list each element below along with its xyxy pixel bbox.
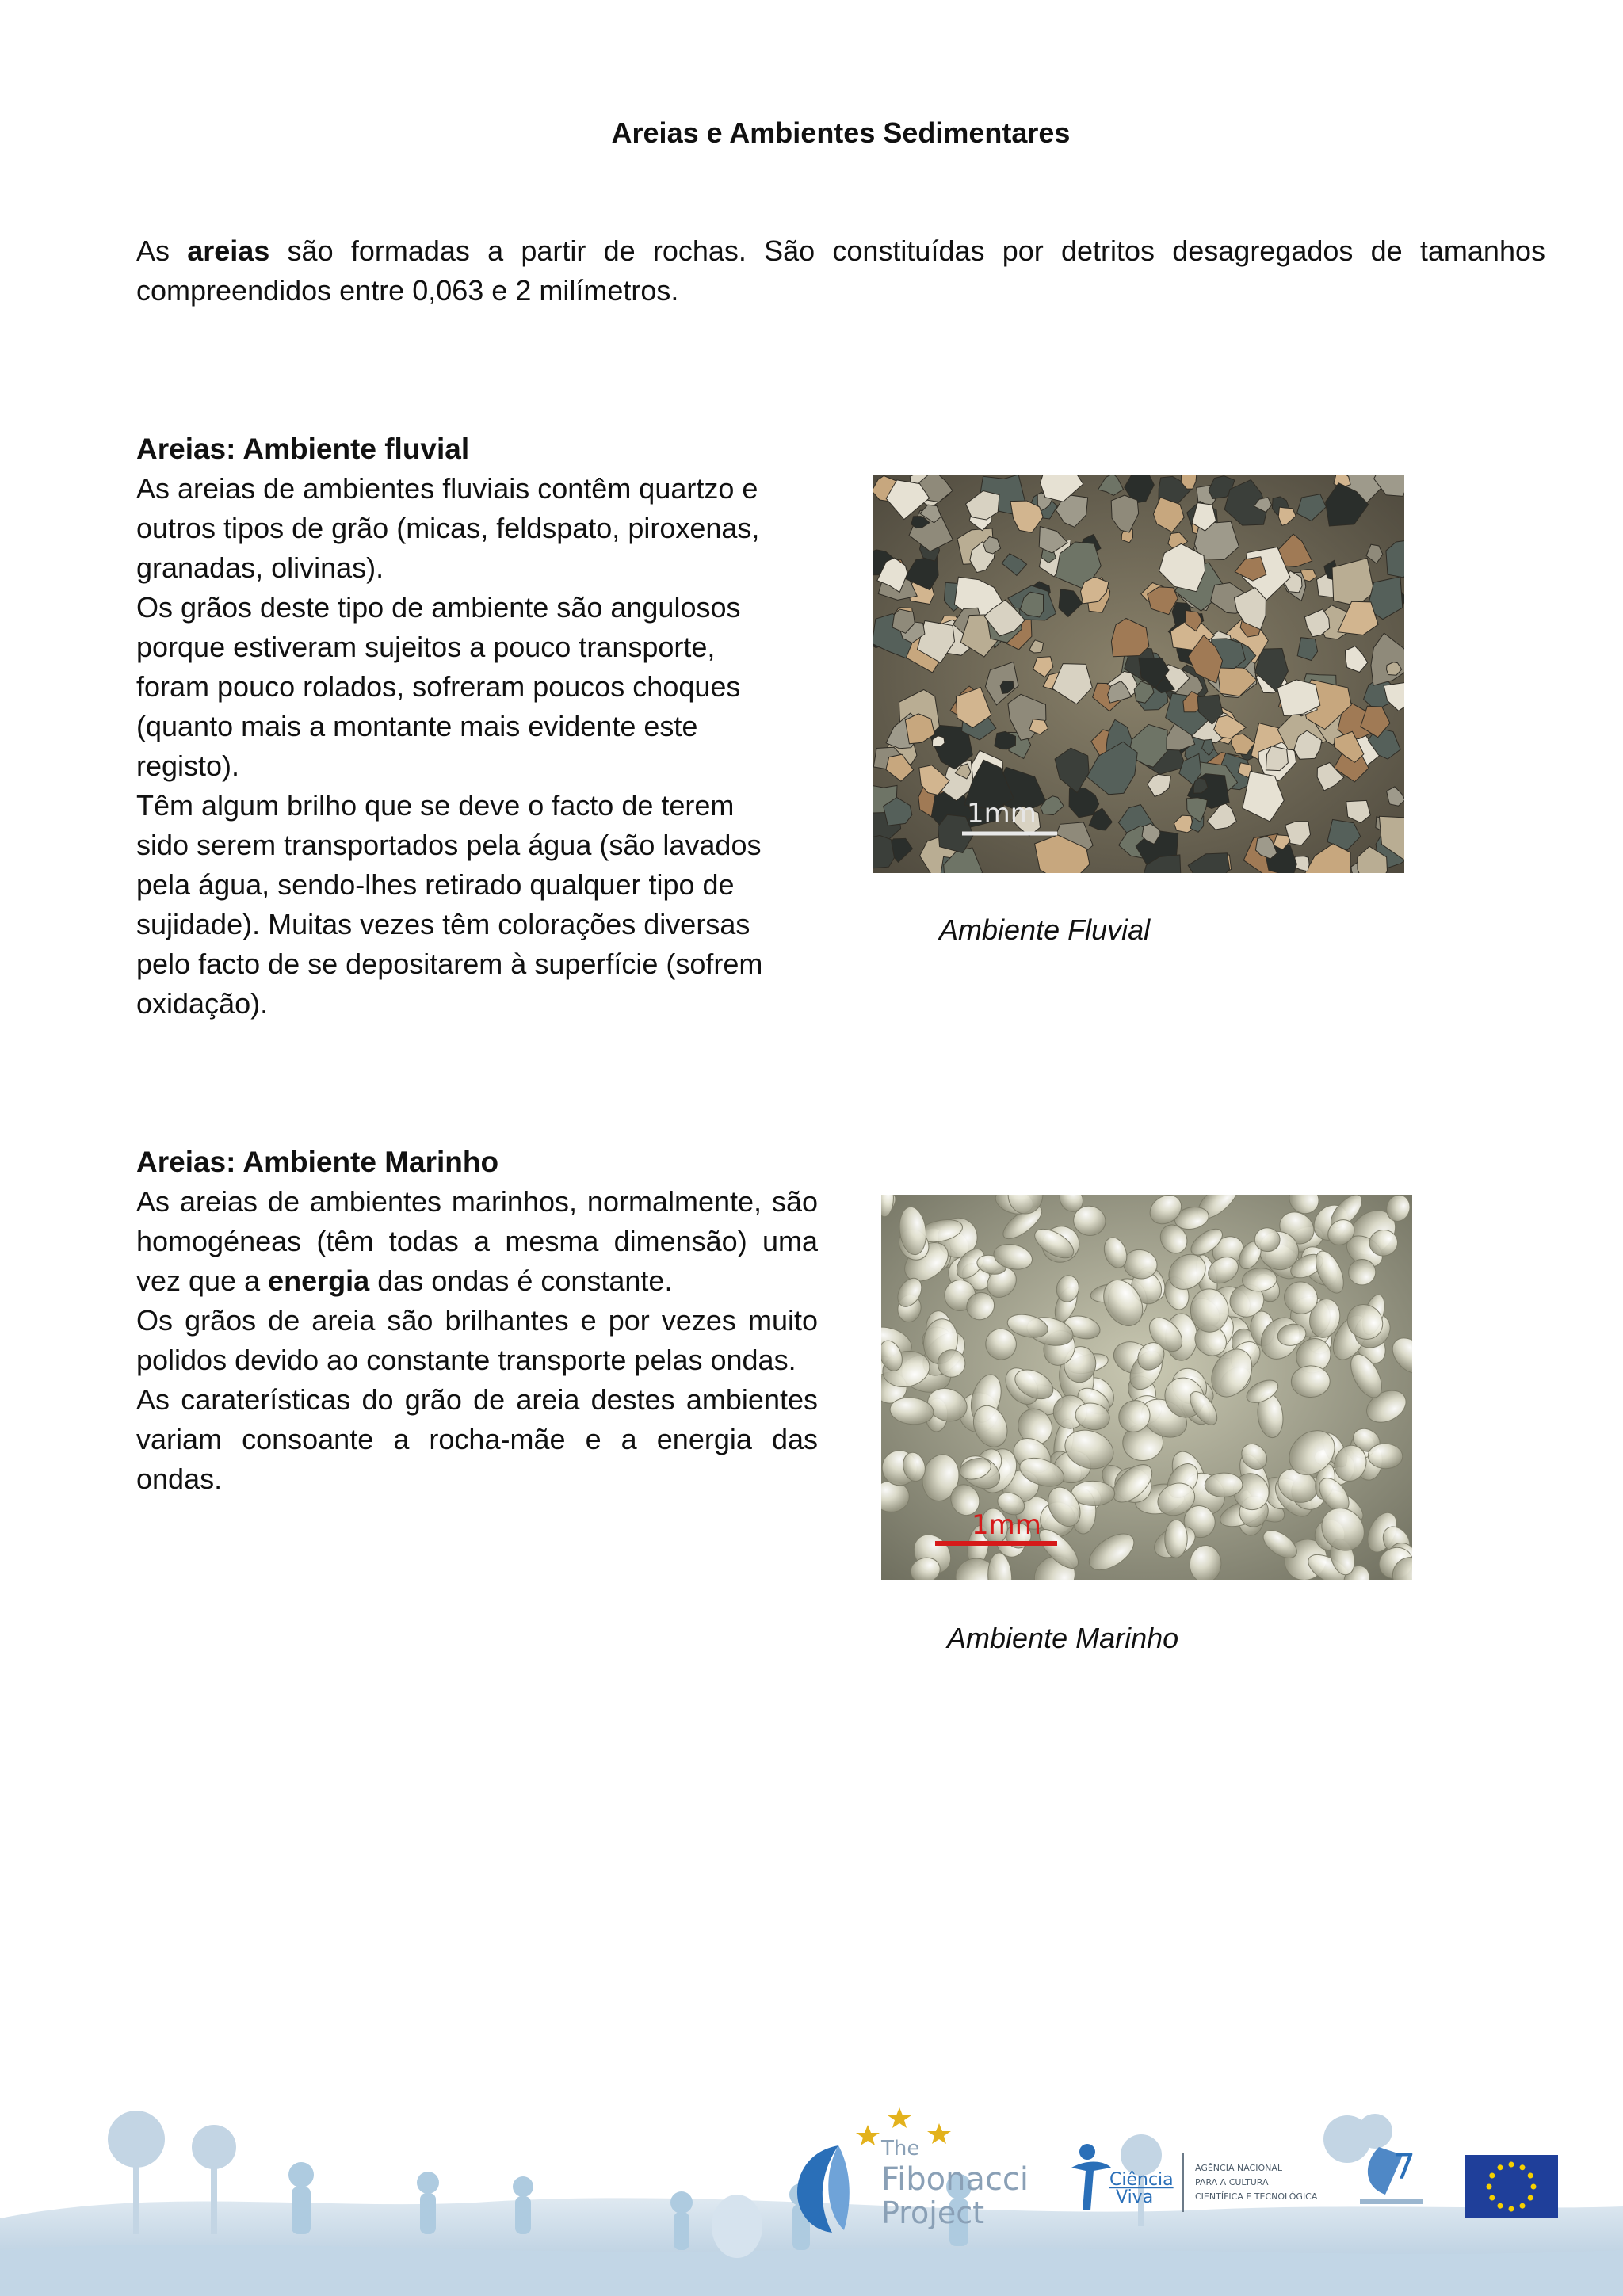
intro-paragraph: [136, 231, 1545, 311]
eu-star-icon: [1520, 2203, 1526, 2209]
fluvial-sand-photo: [873, 475, 1404, 873]
scale-label: 1mm: [972, 1509, 1041, 1541]
marinho-paragraph: Os grãos de areia são brilhantes e por vezes muito polidos devido ao constante transporte pelas ondas.: [136, 1304, 818, 1376]
fibonacci-project: Project: [881, 2195, 985, 2230]
marinho-sand-photo: [881, 1195, 1412, 1580]
eu-star-icon: [1487, 2184, 1492, 2190]
fluvial-line: registo).: [136, 749, 240, 782]
agencia-line3: CIENTÍFICA E TECNOLÓGICA: [1195, 2191, 1318, 2202]
agencia-line2: PARA A CULTURA: [1195, 2177, 1269, 2187]
fluvial-line: oxidação).: [136, 987, 269, 1020]
marinho-p1-bold: energia: [268, 1264, 370, 1297]
marinho-paragraph: [136, 1182, 818, 1301]
marinho-p1-start: As areias de ambientes marinhos, normalmente, são homogéneas (têm todas a mesma dimensão) uma vez que a: [136, 1185, 818, 1297]
ciencia-line1: Ciência: [1109, 2170, 1174, 2190]
fluvial-sand-grains: [873, 475, 1404, 873]
fluvial-line: sujidade). Muitas vezes têm colorações diversas: [136, 908, 750, 940]
marinho-p1-end: das ondas é constante.: [369, 1264, 673, 1297]
fluvial-line: granadas, olivinas).: [136, 551, 384, 584]
footer-scenery: [0, 2092, 1623, 2296]
fibonacci-the: The: [881, 2137, 920, 2161]
fluvial-heading: Areias: Ambiente fluvial: [136, 433, 470, 465]
sand-grain: [1205, 1473, 1243, 1497]
intro-bold-term: areias: [187, 235, 270, 267]
fluvial-line: outros tipos de grão (micas, feldspato, piroxenas,: [136, 512, 760, 544]
fluvial-line: Os grãos deste tipo de ambiente são angulosos: [136, 591, 741, 624]
eu-star-icon: [1509, 2206, 1514, 2212]
marinho-sand-grains: [881, 1195, 1412, 1580]
eu-flag-logo: [1465, 2155, 1558, 2218]
eu-star-icon: [1509, 2162, 1514, 2168]
fluvial-line: As areias de ambientes fluviais contêm quartzo e: [136, 472, 758, 505]
eu-star-icon: [1531, 2184, 1537, 2190]
sand-grain: [873, 835, 895, 868]
fluvial-line: pelo facto de se depositarem à superfície (sofrem: [136, 948, 763, 980]
marinho-paragraph: As caraterísticas do grão de areia destes ambientes variam consoante a rocha-mãe e a energia das ondas.: [136, 1383, 818, 1495]
egg-shape: [712, 2195, 762, 2258]
footer-banner: [0, 2092, 1623, 2296]
fluvial-caption: Ambiente Fluvial: [939, 913, 1151, 946]
marinho-caption: Ambiente Marinho: [947, 1622, 1179, 1654]
marinho-heading: Areias: Ambiente Marinho: [136, 1146, 499, 1178]
fluvial-line: pela água, sendo-lhes retirado qualquer tipo de: [136, 868, 735, 901]
eu-star-icon: [1528, 2195, 1533, 2201]
fibonacci-name: Fibonacci: [881, 2161, 1029, 2198]
fp7-logo: [1360, 2147, 1423, 2204]
ciencia-line2: Viva: [1116, 2187, 1154, 2207]
eu-star-icon: [1528, 2173, 1533, 2179]
sand-grain: [1291, 1365, 1330, 1397]
eu-star-icon: [1498, 2164, 1503, 2170]
fluvial-line: foram pouco rolados, sofreram poucos choques: [136, 670, 741, 703]
svg-text:7: 7: [1393, 2147, 1415, 2187]
fluvial-line: Têm algum brilho que se deve o facto de terem: [136, 789, 735, 822]
agencia-nacional-logo: [1195, 2163, 1318, 2202]
fluvial-line: sido serem transportados pela água (são lavados: [136, 829, 762, 861]
agencia-line1: AGÊNCIA NACIONAL: [1195, 2163, 1283, 2173]
sand-grain: [1164, 1520, 1187, 1558]
scale-label: 1mm: [967, 798, 1037, 830]
fluvial-line: (quanto mais a montante mais evidente este: [136, 710, 698, 742]
eu-star-icon: [1489, 2173, 1495, 2179]
fluvial-text: [136, 469, 818, 1024]
marinho-text: [136, 1182, 818, 1499]
eu-star-icon: [1520, 2164, 1526, 2170]
eu-star-icon: [1489, 2195, 1495, 2201]
ciencia-viva-icon: [1079, 2144, 1095, 2160]
eu-star-icon: [1498, 2203, 1503, 2209]
intro-lead: As: [136, 235, 188, 267]
fluvial-line: porque estiveram sujeitos a pouco transporte,: [136, 631, 716, 663]
page-title: Areias e Ambientes Sedimentares: [611, 116, 1071, 149]
intro-rest: são formadas a partir de rochas. São constituídas por detritos desagregados de tamanhos compreendidos entre 0,063 e 2 milímetros.: [136, 235, 1545, 307]
